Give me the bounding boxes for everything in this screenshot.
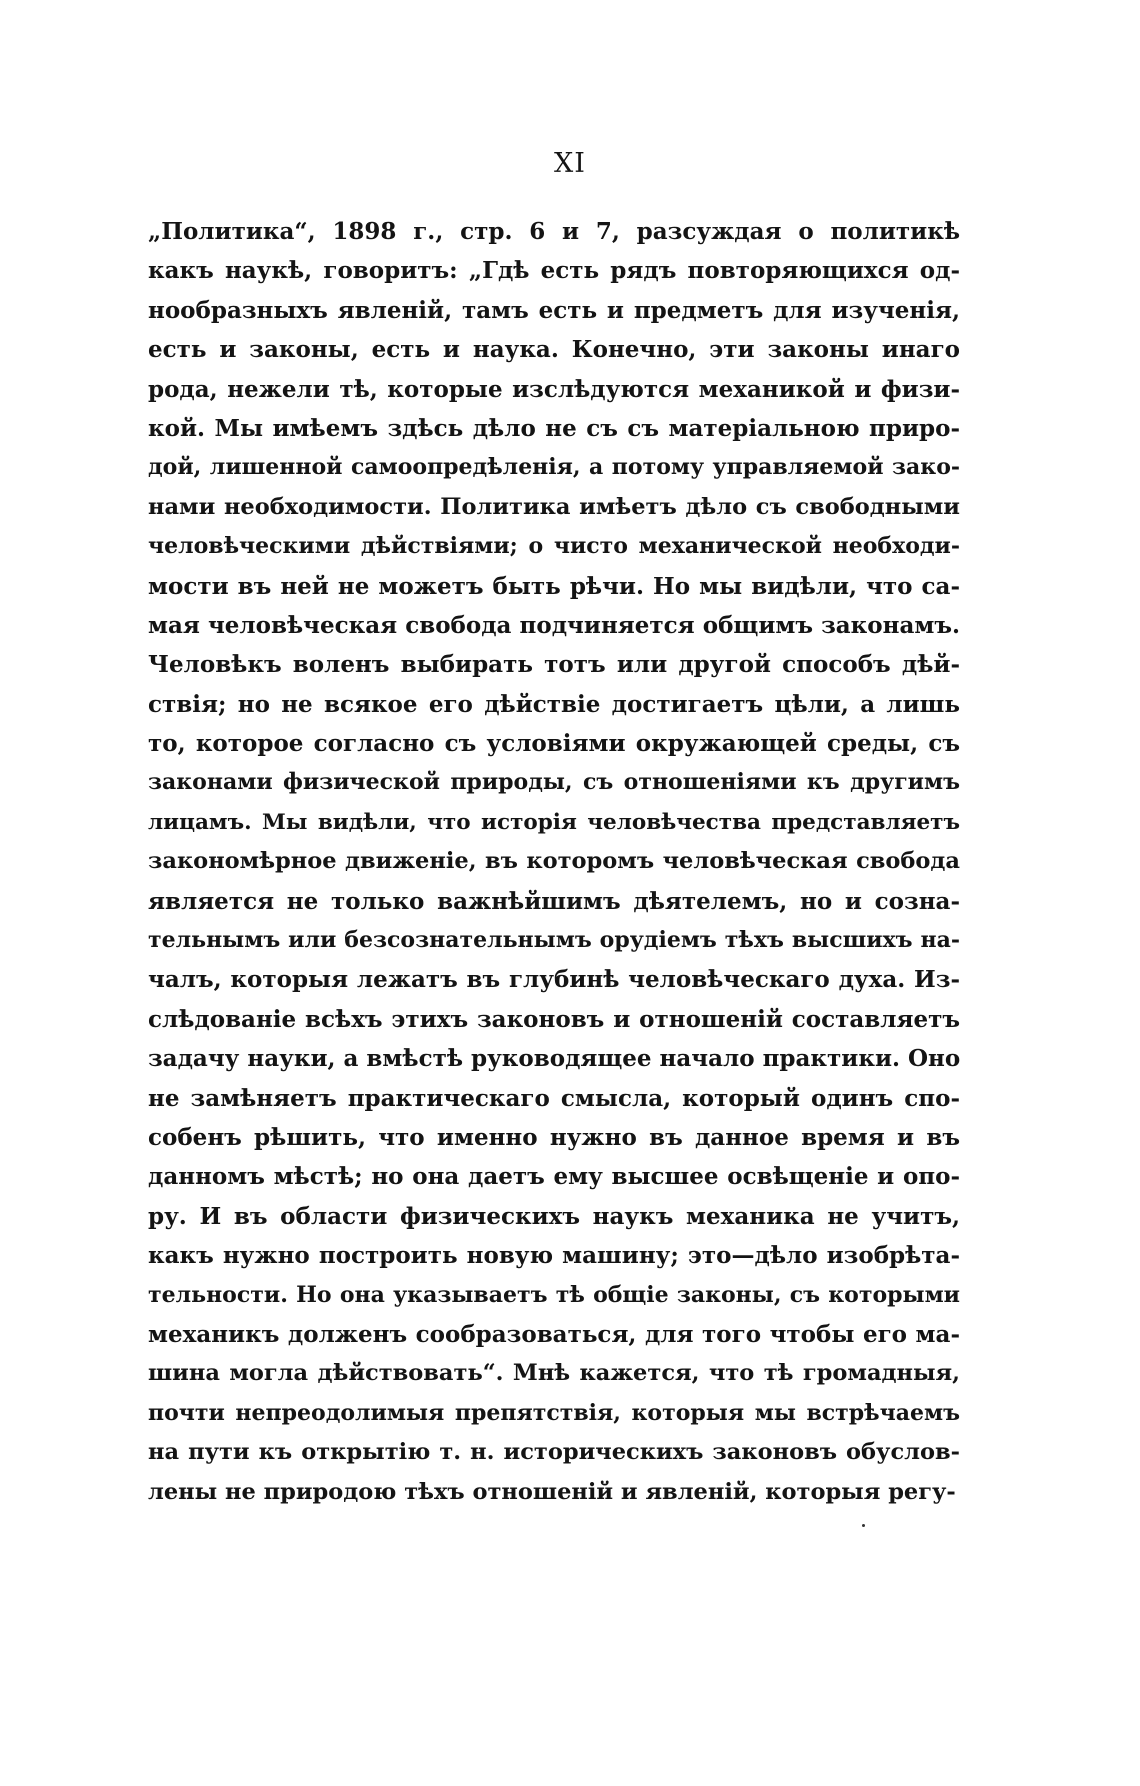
text-line: то, которое согласно съ условіями окружающей среды, съ	[148, 730, 960, 758]
text-line: закономѣрное движеніе, въ которомъ человѣческая свобода	[148, 848, 960, 875]
text-line: ру. И въ области физическихъ наукъ механика не учитъ,	[148, 1202, 960, 1230]
text-line: не замѣняетъ практическаго смысла, который одинъ спо-	[148, 1084, 960, 1112]
text-line: человѣческими дѣйствіями; о чисто механической необходи-	[148, 533, 960, 560]
text-line: мости въ ней не можетъ быть рѣчи. Но мы видѣли, что са-	[148, 572, 960, 600]
text-line: является не только важнѣйшимъ дѣятелемъ, но и созна-	[148, 887, 960, 915]
text-line: лены не природою тѣхъ отношеній и явленій, которыя регу-	[148, 1478, 956, 1505]
text-line: есть и законы, есть и наука. Конечно, эти законы инаго	[148, 336, 960, 364]
text-line: какъ нужно построить новую машину; это—дѣло изобрѣта-	[148, 1242, 960, 1270]
print-speck	[862, 1524, 865, 1527]
text-line: законами физической природы, съ отношеніями къ другимъ	[148, 769, 960, 796]
text-line: шина могла дѣйствовать“. Мнѣ кажется, что тѣ громадныя,	[148, 1360, 960, 1387]
body-text	[148, 212, 960, 1512]
text-line: механикъ долженъ сообразоваться, для того чтобы его ма-	[148, 1320, 960, 1348]
text-line: тельности. Но она указываетъ тѣ общіе законы, съ которыми	[148, 1281, 960, 1308]
text-line: лицамъ. Мы видѣли, что исторія человѣчества представляетъ	[148, 809, 960, 835]
text-line: Человѣкъ воленъ выбирать тотъ или другой способъ дѣй-	[148, 651, 960, 679]
page-number: XI	[554, 148, 586, 179]
text-line: слѣдованіе всѣхъ этихъ законовъ и отношеній составляетъ	[148, 1005, 960, 1033]
text-line: тельнымъ или безсознательнымъ орудіемъ тѣхъ высшихъ на-	[148, 927, 960, 954]
text-line: ствія; но не всякое его дѣйствіе достигаетъ цѣли, а лишь	[148, 690, 960, 718]
text-line: чалъ, которыя лежатъ въ глубинѣ человѣческаго духа. Из-	[148, 966, 960, 994]
text-line: какъ наукѣ, говоритъ: „Гдѣ есть рядъ повторяющихся од-	[148, 257, 960, 285]
text-line: рода, нежели тѣ, которые изслѣдуются механикой и физи-	[148, 375, 960, 403]
text-line: задачу науки, а вмѣстѣ руководящее начало практики. Оно	[148, 1045, 960, 1073]
text-line: нами необходимости. Политика имѣетъ дѣло съ свободными	[148, 493, 960, 520]
text-line: на пути къ открытію т. н. историческихъ законовъ обуслов-	[148, 1439, 960, 1466]
text-line: данномъ мѣстѣ; но она даетъ ему высшее освѣщеніе и опо-	[148, 1163, 960, 1191]
text-line: собенъ рѣшить, что именно нужно въ данное время и въ	[148, 1123, 960, 1151]
text-line: мая человѣческая свобода подчиняется общимъ законамъ.	[148, 611, 960, 639]
text-line: дой, лишенной самоопредѣленія, а потому управляемой зако-	[148, 454, 960, 481]
text-line: кой. Мы имѣемъ здѣсь дѣло не съ съ матеріальною приро-	[148, 414, 960, 442]
text-line: почти непреодолимыя препятствія, которыя мы встрѣчаемъ	[148, 1399, 960, 1426]
text-line: нообразныхъ явленій, тамъ есть и предметъ для изученія,	[148, 296, 960, 324]
text-line: „Политика“, 1898 г., стр. 6 и 7, разсуждая о политикѣ	[148, 218, 960, 245]
